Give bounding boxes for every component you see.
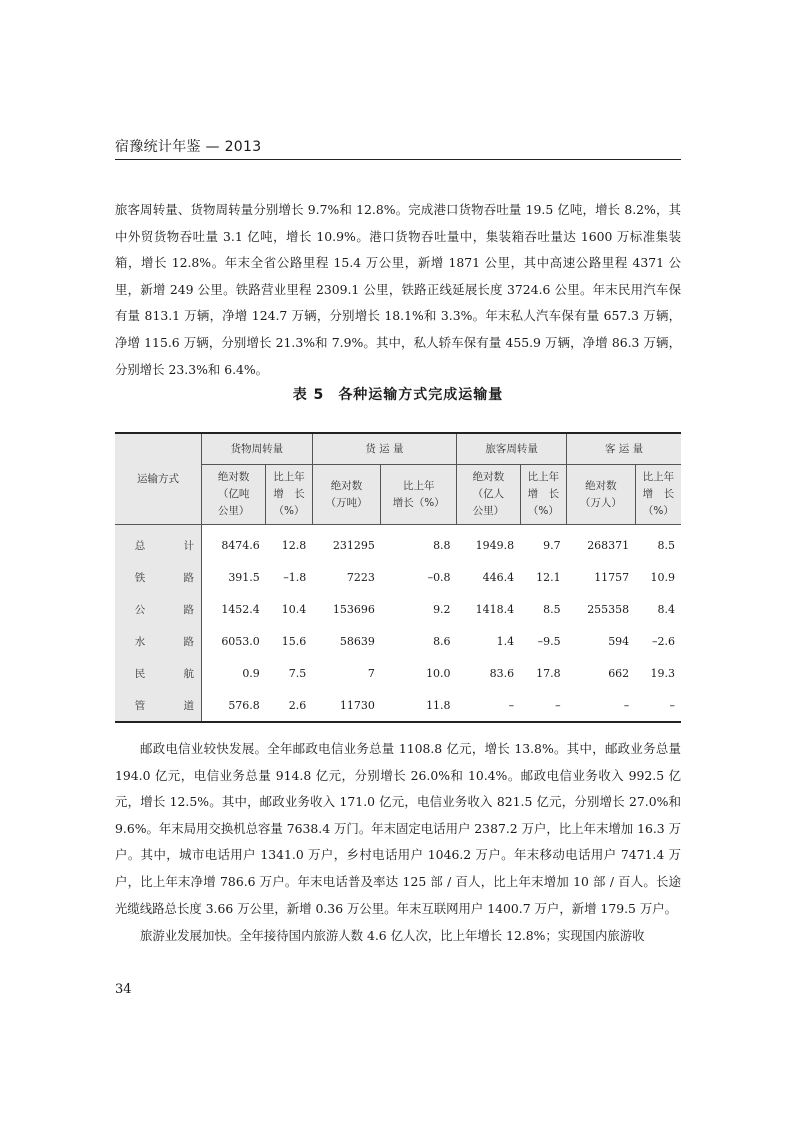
subheader-line: 公里） (472, 505, 505, 517)
subheader-line: 比上年 (527, 471, 560, 483)
table-cell: – (567, 689, 636, 722)
table-cell: 662 (608, 666, 630, 680)
table-cell: 83.6 (489, 666, 515, 680)
table-cell: 391.5 (228, 570, 260, 584)
column-subheader (635, 465, 681, 525)
table-cell: 8.4 (657, 602, 675, 616)
row-label-char: 管 (134, 699, 146, 712)
column-subheader (567, 465, 636, 525)
subheader-line: 增 长 (642, 488, 675, 500)
table-cell: 10.0 (426, 666, 451, 680)
row-label (115, 657, 202, 689)
column-subheader (457, 465, 521, 525)
row-label-char: 民 (134, 667, 146, 680)
table-cell: 8.8 (433, 538, 451, 552)
column-subheader (202, 465, 266, 525)
row-label-char: 路 (183, 603, 194, 616)
table-cell: 6053.0 (221, 634, 260, 648)
table-cell: 17.8 (536, 666, 561, 680)
table-cell: 8.6 (433, 634, 451, 648)
subheader-line: 绝对数 (585, 479, 617, 492)
table-row (115, 657, 681, 689)
table-cell: 10.9 (650, 570, 675, 584)
subheader-line: 增长（%） (392, 496, 445, 509)
row-label (115, 561, 202, 593)
table-cell: 58639 (339, 634, 375, 648)
table-cell: 12.8 (281, 538, 307, 552)
table-cell: 2.6 (266, 689, 312, 722)
table-cell: –2.6 (652, 634, 675, 648)
table-cell: 7223 (346, 570, 375, 584)
subheader-line: （万人） (579, 496, 622, 509)
table-cell: 446.4 (482, 570, 515, 584)
table-cell: 8.5 (657, 538, 675, 552)
column-subheader (381, 465, 457, 525)
subheader-line: 增 长 (527, 488, 560, 500)
table-cell: 255358 (587, 602, 630, 616)
table-cell: 15.6 (281, 634, 307, 648)
table-row (115, 689, 681, 722)
row-label-char: 路 (183, 635, 194, 648)
subheader-line: 绝对数 (217, 471, 250, 483)
column-subheader (312, 465, 381, 525)
group-header: 客 运 量 (567, 433, 681, 465)
table-row (115, 593, 681, 625)
table-cell: 12.1 (536, 570, 561, 584)
subheader-line: 绝对数 (330, 479, 363, 492)
row-label (115, 625, 202, 657)
subheader-line: 比上年 (273, 471, 305, 483)
row-label-char: 计 (183, 539, 194, 552)
subheader-line: （%） (273, 505, 305, 517)
paragraph-transport: 旅客周转量、货物周转量分别增长 9.7%和 12.8%。完成港口货物吞吐量 19.5 亿吨，增长 8.2%，其中外贸货物吞吐量 3.1 亿吨，增长 10.9%。港口货物吞吐量中，集装箱吞吐量达 1600 万标准集装箱，增长 12.8%。年末全省公路里程 15.4 万公里，新增 1871 公里，其中高速公路里程 4371 公里，新增 249 公里。铁路营业里程 2309.1 公里，铁路正线延展长度 3724.6 公里。年末民用汽车保有量 813.1 万辆，净增 124.7 万辆，分别增长 18.1%和 3.3%。年末私人汽车保有量 657.3 万辆，净增 115.6 万辆，分别增长 21.3%和 7.9%。其中，私人轿车保有量 455.9 万辆，净增 86.3 万辆，分别增长 23.3%和 6.4%。 (115, 202, 681, 377)
table-cell: 268371 (587, 538, 630, 552)
table-cell: 11730 (312, 689, 381, 722)
table-row (115, 525, 681, 562)
subheader-line: 绝对数 (472, 471, 505, 483)
paragraph-tourism: 旅游业发展加快。全年接待国内旅游人数 4.6 亿人次，比上年增长 12.8%；实现国内旅游收 (140, 928, 645, 943)
page-number: 34 (115, 982, 132, 997)
table-cell: 7 (367, 666, 375, 680)
table-cell: 11.8 (381, 689, 457, 722)
row-label-char: 公 (134, 603, 146, 616)
group-header: 旅客周转量 (457, 433, 567, 465)
table-cell: 1452.4 (221, 602, 260, 616)
table-cell: 1949.8 (475, 538, 515, 552)
subheader-line: 比上年 (642, 471, 675, 483)
table-cell: –1.8 (283, 570, 307, 584)
table-cell: 9.7 (543, 538, 561, 552)
column-subheader (520, 465, 566, 525)
row-header: 运输方式 (115, 433, 202, 525)
table-cell: –0.8 (427, 570, 451, 584)
row-label-char: 航 (183, 667, 194, 680)
table-cell: 576.8 (202, 689, 266, 722)
table-cell: –9.5 (537, 634, 561, 648)
row-label (115, 689, 202, 722)
paragraph-post-telecom: 邮政电信业较快发展。全年邮政电信业务总量 1108.8 亿元，增长 13.8%。其中，邮政业务总量 194.0 亿元，电信业务总量 914.8 亿元，分别增长 26.0%和 10.4%。邮政电信业务收入 992.5 亿元，增长 12.5%。其中，邮政业务收入 171.0 亿元，电信业务收入 821.5 亿元，分别增长 27.0%和 9.6%。年末局用交换机总容量 7638.4 万门。年末固定电话用户 2387.2 万户，比上年末增加 16.3 万户。其中，城市电话用户 1341.0 万户，乡村电话用户 1046.2 万户。年末移动电话用户 7471.4 万户，比上年末净增 786.6 万户。年末电话普及率达 125 部 / 百人，比上年末增加 10 部 / 百人。长途光缆线路总长度 3.66 万公里，新增 0.36 万公里。年末互联网用户 1400.7 万户，新增 179.5 万户。 (115, 741, 681, 916)
subheader-line: （%） (642, 505, 674, 517)
subheader-line: （万吨） (325, 496, 368, 509)
table-cell: 10.4 (281, 602, 307, 616)
table-cell: 1418.4 (475, 602, 515, 616)
table-cell: 11757 (594, 570, 630, 584)
table-cell: 8474.6 (221, 538, 260, 552)
table-title-text: 各种运输方式完成运输量 (338, 387, 504, 403)
subheader-line: （%） (527, 505, 559, 517)
table-cell: – (635, 689, 681, 722)
row-label (115, 525, 202, 562)
table-cell: 594 (608, 634, 630, 648)
table-number: 表 5 (292, 387, 325, 403)
row-label-char: 路 (183, 571, 194, 584)
column-subheader (266, 465, 312, 525)
subheader-line: （亿人 (472, 488, 505, 500)
table-cell: 153696 (332, 602, 375, 616)
table-cell: 19.3 (650, 666, 675, 680)
table-cell: 231295 (332, 538, 375, 552)
row-label-char: 水 (134, 635, 146, 648)
subheader-line: 增 长 (273, 488, 305, 500)
row-label-char: 道 (183, 699, 194, 712)
table-cell: 9.2 (433, 602, 451, 616)
subheader-line: 公里） (217, 505, 250, 517)
table-cell: 0.9 (242, 666, 260, 680)
table-cell: – (520, 689, 566, 722)
subheader-line: （亿吨 (217, 488, 250, 500)
group-header: 货物周转量 (202, 433, 313, 465)
table-title (115, 384, 681, 404)
table-cell: – (457, 689, 521, 722)
running-head: 宿豫统计年鉴 — 2013 (115, 136, 681, 160)
table-cell: 8.5 (543, 602, 561, 616)
row-label-char: 铁 (134, 571, 146, 584)
table-cell: 1.4 (496, 634, 515, 648)
table-row (115, 561, 681, 593)
table-cell: 7.5 (288, 666, 307, 680)
row-label (115, 593, 202, 625)
subheader-line: 比上年 (402, 479, 435, 492)
table-row (115, 625, 681, 657)
transport-volume-table (115, 432, 681, 723)
row-label-char: 总 (134, 539, 146, 552)
group-header: 货 运 量 (312, 433, 456, 465)
